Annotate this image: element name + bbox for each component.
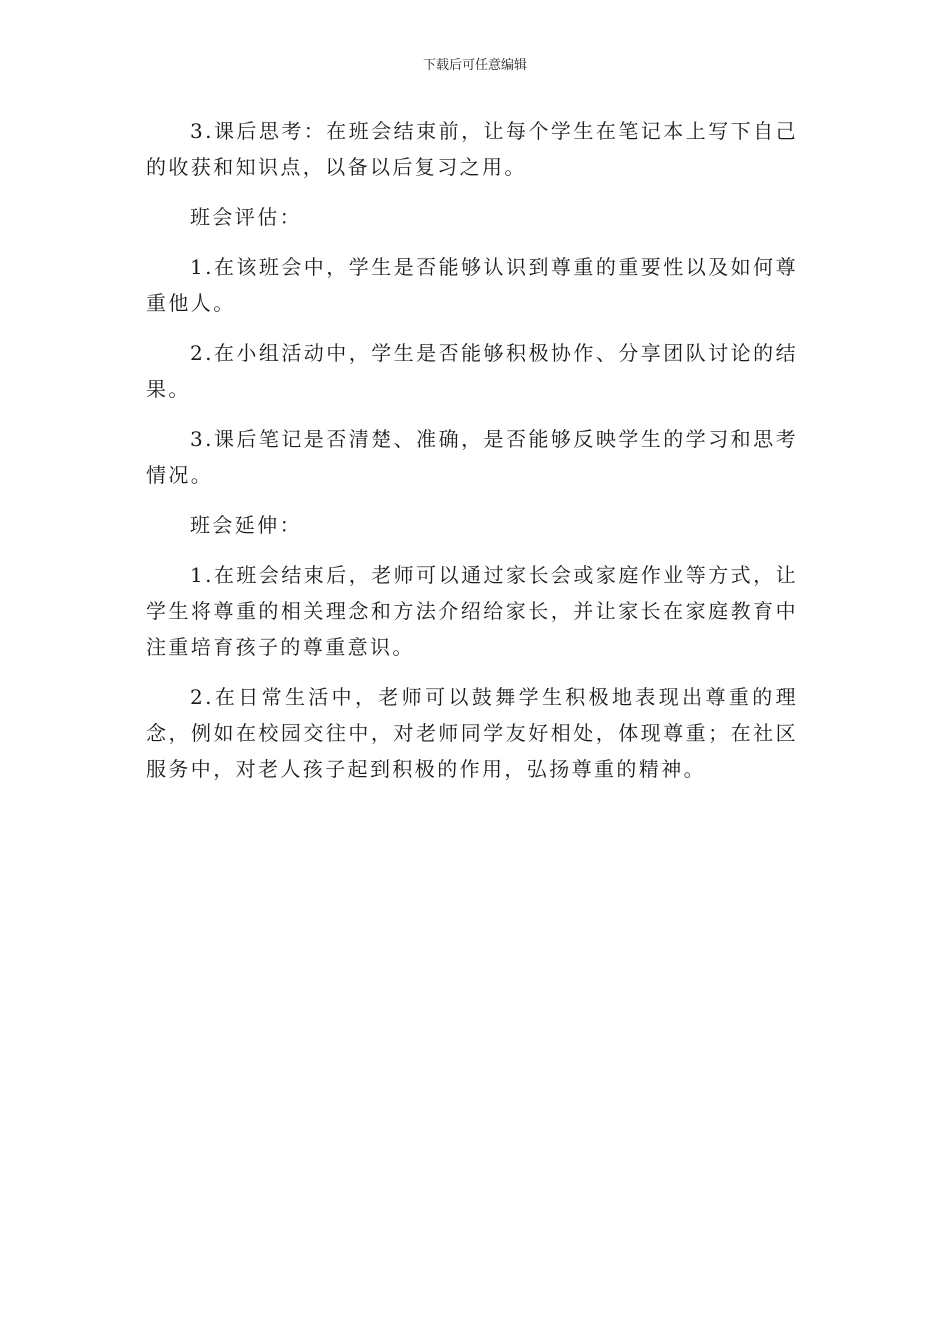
section-heading-evaluation: 班会评估： [190,205,302,229]
paragraph-extension-2: 2.在日常生活中，老师可以鼓舞学生积极地表现出尊重的理念，例如在校园交往中，对老师同学友好相处，体现尊重；在社区服务中，对老人孩子起到积极的作用，弘扬尊重的精神。 [146,685,798,781]
paragraph-evaluation-2: 2.在小组活动中，学生是否能够积极协作、分享团队讨论的结果。 [146,341,798,401]
section-heading-extension: 班会延伸： [190,513,302,537]
page-header: 下载后可任意编辑 [422,58,527,73]
paragraph-evaluation-1: 1.在该班会中，学生是否能够认识到尊重的重要性以及如何尊重他人。 [146,255,798,315]
paragraph-extension-1: 1.在班会结束后，老师可以通过家长会或家庭作业等方式，让学生将尊重的相关理念和方法介绍给家长，并让家长在家庭教育中注重培育孩子的尊重意识。 [146,563,798,659]
paragraph-after-class-reflection: 3.课后思考：在班会结束前，让每个学生在笔记本上写下自己的收获和知识点，以备以后复习之用。 [146,119,798,179]
paragraph-evaluation-3: 3.课后笔记是否清楚、准确，是否能够反映学生的学习和思考情况。 [146,427,798,487]
document-body [146,113,798,801]
